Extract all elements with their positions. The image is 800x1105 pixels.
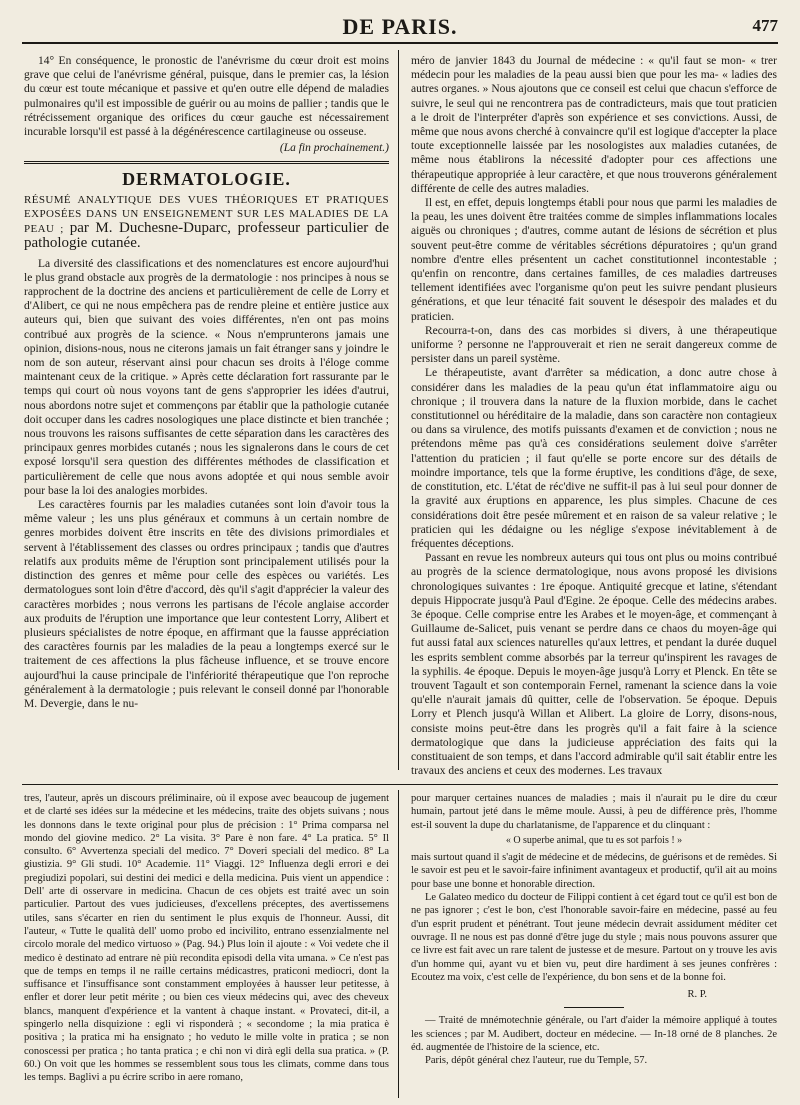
section-title: DERMATOLOGIE. xyxy=(122,169,291,190)
body-paragraph: Il est, en effet, depuis longtemps établi pour nous que parmi les maladies de la peau, les unes doivent être traitées comme de simples inflammations locales aiguës ou chroniques ; d'autres, comme autant de lésions de sécrétion et plus souvent peut-être comme de véritables sécrétions dépuratoires ; qu'un grand nombre d'entre elles présentent un cachet constitutionnel incontestable ; qu'enfin on rencontre, dans certaines familles, de ces maladies dartreuses tellement identifiées avec l'organisme qu'on peut les suivre pendant plusieurs générations, et que leur ténacité fait souvent le désespoir des malades et du praticien. xyxy=(411,197,777,323)
subtitle-caps: RÉSUMÉ ANALYTIQUE DES VUES THÉORIQUES ET PRATIQUES EXPOSÉES DANS UN ENSEIGNEMENT SUR LES MALADIES DE LA PEAU ; xyxy=(24,193,389,235)
right-column xyxy=(411,54,777,778)
book-notice-address: Paris, dépôt général chez l'auteur, rue du Temple, 57. xyxy=(425,1055,648,1067)
footer-column-divider xyxy=(398,790,399,1098)
subtitle-author: par M. Duchesne-Duparc, professeur particulier de pathologie cutanée. xyxy=(24,219,389,251)
footer-paragraph: Le Galateo medico du docteur de Filippi contient à cet égard tout ce qu'il est bon de ne pas ignorer ; c'est le bon, c'est l'honorable savoir-faire en médecine, passé au feu d'un esprit prudent et pénétrant. Tout jeune médecin devrait assidument méditer cet ouvrage. Il ne nous est pas donné d'être juge du style ; mais nous pouvons assurer que ce livre est fait avec un rare talent de justesse et de mesure. Partout on y trouve les avis d'un homme qui, ayant vu et bien vu, peut dire hardiment à ses jeunes confrères : Ecoutez ma voix, c'est celle de l'expérience, du bon sens et de la bonne foi. xyxy=(411,892,777,983)
left-column xyxy=(24,54,389,711)
signature: R. P. xyxy=(687,989,707,1001)
masthead-title: DE PARIS. xyxy=(342,14,458,39)
footer-separator xyxy=(22,784,778,785)
page-number: 477 xyxy=(752,16,778,35)
column-divider xyxy=(398,50,399,770)
short-rule xyxy=(564,1007,624,1008)
page-header xyxy=(22,12,778,44)
body-paragraph: Le thérapeutiste, avant d'arrêter sa médication, a donc autre chose à considérer dans les maladies de la peau qu'un état inflammatoire aigu ou chronique ; il trouvera dans la nature de la fluxion morbide, dans le cachet constitutionnel ou héréditaire de la maladie, dans son caractère non contagieux ou dans sa virulence, des motifs puissants d'examen et de conviction ; nous ne prétendons même pas qu'à ces considérations seulement doive s'arrêter l'attention du praticien ; il faut qu'elle se porte encore sur des détails de moindre importance, tels que la forme éruptive, les conditions d'âge, de sexe, de constitution, etc. L'état de réc'dive ne suffit-il pas à lui seul pour donner de la gravité aux éruptions en apparence, les plus simples. Chacune de ces considérations doit être pesée mûrement et en raison de sa valeur relative ; le praticien qui les dédaigne ou les néglige s'expose inévitablement à de fréquentes déceptions. xyxy=(411,367,777,550)
body-paragraph: Les caractères fournis par les maladies cutanées sont loin d'avoir tous la même valeur ; les uns plus généraux et communs à un certain nombre de genres morbides doivent être inscrits en tête des divisions primordiales et servent à l'établissement des classes ou ordres principaux ; tandis que d'autres relatifs aux produits même de l'éruption sont principalement utilisés pour la distinction des genres et même pour celle des espèces ou variétés. Les dermatologues sont loin d'être d'accord, dès qu'il s'agit d'apprécier la valeur des caractères morbides ; nous verrons les partisans de l'école anglaise accorder aux produits de l'éruption une importance que leur contestent Lorry, Alibert et plusieurs spécialistes de notre époque, en affirmant que la fausse appréciation des caractères fournis par les maladies de la peau a longtemps exercé sur le traitement de ces affections la plus fâcheuse influence, et se trouve encore aujourd'hui la cause principale de l'infériorité thérapeutique que l'on reproche généralement à la dermatologie ; puis relevant le conseil donné par l'honorable M. Devergie, dans le nu- xyxy=(24,499,389,710)
footer-paragraph: mais surtout quand il s'agit de médecine et de médecins, de guérisons et de remèdes. Si le savoir est peu et le savoir-faire infiniment avantageux et productif, qu'il ait au moins pour base une bonne et honorable direction. xyxy=(411,852,777,890)
footer-paragraph: tres, l'auteur, après un discours préliminaire, où il expose avec beaucoup de jugement et de clarté ses idées sur la médecine et les médecins, traite des objets suivans ; nous les donnons dans le texte original pour plus de précision : 1° Prima comparsa nel mondo del giovine medico. 2° La visita. 3° Pare è non fare. 4° La pratica. 5° Il consulto. 6° Avvertenza speciali del medico. 7° Doveri speciali del medico. 8° La giustizia. 9° Gli studi. 10° Academie. 11° Viaggi. 12° Influenza degli errori e dei pregiudizi popolari, sui destini dei medici e della medicina. Puis vient un appendice : Dell' arte di osservare in medicina. Chacun de ces objets est traité avec un soin particulier. Partout des vues judicieuses, d'excellens préceptes, des avertissemens utiles, sans s'écarter en rien du sentiment le plus exquis de l'honneur. Aussi, dit l'auteur, « Tutte le qualità dell' uomo probo ed incivilito, entrano essenzialmente nel circolo morale del medico virtuoso » (Pag. 94.) Plus loin il ajoute : « Voi vedete che il medico è destinato ad entrare nè più recondita episodi della vita umana. » Ce n'est pas que de temps en temps il ne raille certains médicastres, praticoni mediocri, dont la suffisance et l'insuffisance sont constamment employées à hausser leur petitesse, à enfler et dorer leur petit mérite ; ou bien ces vieux médecins qui, avec des cheveux blancs, manquent d'expérience et la vantent à chaque instant. « Provateci, dit-il, a spingerlo nella disquizione : egli vi risponderà ; « secondome ; la mia pratica è positiva ; la pratica mi ha ensignato ; ho veduto le mille volte in pratica ; se non conoscessi per pratica ; ho tanta pratica ; e chi non vi dirà egli della sua pratica. » (P. 60.) On voit que les hommes se ressemblent sous tous les climats, comme dans tous les temps. Baglivi a pu écrire scribo in aere romano, xyxy=(24,793,389,1084)
footer-quote: « O superbe animal, que tu es sot parfois ! » xyxy=(505,834,683,846)
body-paragraph: Recourra-t-on, dans des cas morbides si divers, à une thérapeutique uniforme ? personne ne l'approuverait et rien ne serait dangereux comme de persister dans un pareil système. xyxy=(411,324,777,366)
book-notice: — Traité de mnémotechnie générale, ou l'art d'aider la mémoire appliqué à toutes les sciences ; par M. Audibert, docteur en médecine. — In-18 orné de 8 planches. 2e éd. augmentée de l'histoire de la science, etc. xyxy=(411,1015,777,1054)
body-paragraph: Passant en revue les nombreux auteurs qui tous ont plus ou moins contribué au progrès de la science dermatologique, nous avons proposé les divisions chronologiques suivantes : 1re époque. Antiquité grecque et latine, s'étendant depuis Hippocrate jusqu'à Paul d'Egine. 2e époque. Celle des médecins arabes. 3e époque. Celle comprise entre les Arabes et le moyen-âge, et commençant à Guillaume de-Salicet, puis venant se perdre dans ce chaos du moyen-âge qui fut aussi fatal aux sciences naturelles qu'aux lettres, et pendant la durée duquel les esprits semblent comme absorbés par la terreur qu'inspirent les ravages de la syphilis. 4e époque. Depuis le moyen-âge jusqu'à Lorry et Plenck. En tête se trouvent Tagault et son contemporain Fernel, ramenant la science dans la voie qu'elle n'aurait jamais dû quitter, celle de l'observation. 5e époque. Depuis Lorry et Plench jusqu'à Willan et Alibert. La gloire de Lorry, disons-nous, consiste moins peut-être dans les progrès qu'il a fait faire à la science dermatologique que dans la judicieuse appréciation des faits qui la constituaient de son temps, et dans l'accord admirable qu'il sait établir entre les travaux des anciens et ceux des modernes. Les travaux xyxy=(411,552,777,778)
footer-left-column xyxy=(24,792,389,1085)
continued-note: (La fin prochainement.) xyxy=(279,142,389,155)
body-paragraph: méro de janvier 1843 du Journal de médecine : « qu'il faut se mon- « trer médecin pour les maladies de la peau aussi bien que pour les ma- « ladies des autres organes. » Nous ajoutons que ce conseil est celui que chacun s'efforce de suivre, le seul qui ne rencontrera pas de contradicteurs, mais que tout praticien a le droit de l'interpréter d'après son expérience et ses convictions. Aussi, de même que nous avons cherché à convaincre qu'il est logique d'accepter la place toute exceptionnelle laissée par les nosologistes aux maladies cutanées, de même nous établirons la nécessité d'adopter pour ces affections une thérapeutique appropriée à leur caractère, et que nous trouverons généralement différente de celle des autres maladies. xyxy=(411,55,777,195)
footer-paragraph: pour marquer certaines nuances de maladies ; mais il n'aurait pu le dire du cœur humain, partout jeté dans le même moule. Aussi, à peu de différence près, l'homme est-il souvent la dupe du charlatanisme, de l'apparence et du clinquant : xyxy=(411,793,777,831)
previous-article-end: 14° En conséquence, le pronostic de l'anévrisme du cœur droit est moins grave que celui de l'anévrisme général, puisque, dans le premier cas, la lésion du cœur est toute mécanique et passive et qu'en outre elle dépend de maladies pulmonaires qu'il est impossible de guérir ou au moins de pallier ; tandis que le rétrécissement organique des orifices du cœur gauche est nécessairement incurable lorsqu'il est passé à la dégénérescence cartilagineuse ou osseuse. xyxy=(24,55,389,139)
section-rule xyxy=(24,161,389,164)
footer-right-column xyxy=(411,792,777,1068)
article-subtitle xyxy=(24,193,389,251)
body-paragraph: La diversité des classifications et des nomenclatures est encore aujourd'hui le plus grand obstacle aux progrès de la dermatologie : nos principes à nous se rapprochent de la doctrine des anciens et particulièrement de celle de Lorry et d'Alibert, ce qui ne nous empêchera pas de rendre pleine et entière justice aux auteurs qui, bien que suivant des voies différentes, n'en ont pas moins contribué aux progrès de la science. « Nous n'emprunterons jamais une opinion, disions-nous, nous ne citerons jamais un fait étranger sans y joindre le nom de son auteur, réservant ainsi pour chacun ses droits à l'éloge comme maintenant ceux de la critique. » Après cette déclaration fort rassurante par le temps qui court où nous voyons tant de gens s'approprier les idées d'autrui, nous abordons notre sujet et commençons par établir que la pathologie cutanée doit occuper dans les cadres nosologiques une place distincte et bien tranchée ; nous trouvons les raisons suffisantes de cette séparation dans les caractères des principaux genres morbides cutanés ; nous les signalerons dans le cours de cet exposé lorsqu'il sera question des différentes méthodes de classification et particulièrement de celle que nous avons adoptée et qui nous semble avoir pour base la loi des analogies morbides. xyxy=(24,257,389,497)
